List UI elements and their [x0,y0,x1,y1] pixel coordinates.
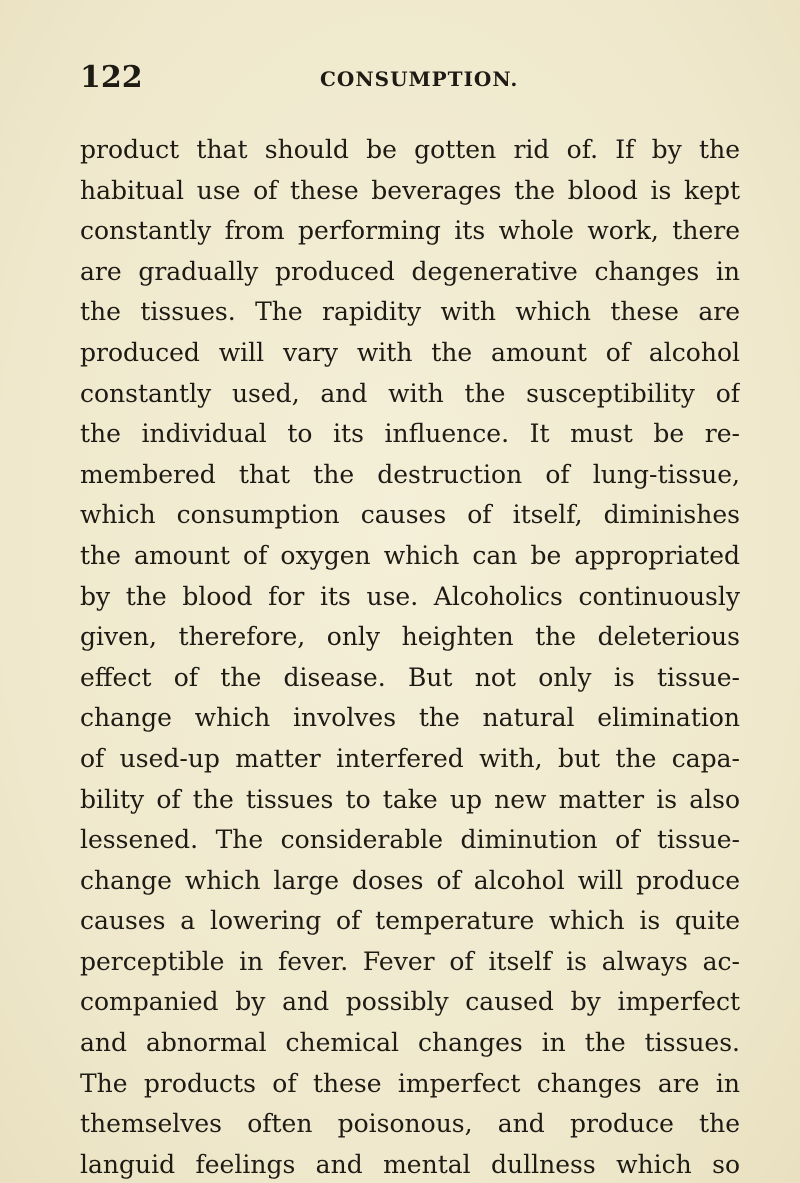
text-line: the amount of oxygen which can be appropriated [80,540,740,570]
text-line: the individual to its influence. It must be re- [80,419,740,449]
text-line: change which involves the natural elimination [80,703,740,733]
body-text [80,130,740,1183]
text-line: constantly from performing its whole work, there [80,216,740,246]
page-header [80,58,740,98]
text-line: effect of the disease. But not only is tissue- [80,662,740,692]
text-line: bility of the tissues to take up new matter is also [80,784,740,814]
text-line: by the blood for its use. Alcoholics continuously [80,581,740,611]
text-line: companied by and possibly caused by imperfect [80,987,740,1017]
text-line: habitual use of these beverages the blood is kept [80,175,740,205]
text-line: and abnormal chemical changes in the tissues. [80,1028,740,1058]
page-number: 122 [80,60,143,95]
text-line: perceptible in fever. Fever of itself is always ac- [80,946,740,976]
text-line: the tissues. The rapidity with which these are [80,297,740,327]
text-line: produced will vary with the amount of alcohol [80,337,740,367]
text-line: of used-up matter interfered with, but the capa- [80,743,740,773]
text-line: languid feelings and mental dullness which so [80,1149,740,1179]
text-line: causes a lowering of temperature which is quite [80,906,740,936]
running-head: CONSUMPTION. [320,67,519,91]
text-line: given, therefore, only heighten the deleterious [80,622,740,652]
text-line: product that should be gotten rid of. If by the [80,135,740,164]
text-line: membered that the destruction of lung-tissue, [80,459,740,489]
text-line: themselves often poisonous, and produce the [80,1109,740,1139]
text-line: which consumption causes of itself, diminishes [80,500,740,530]
text-line: change which large doses of alcohol will produce [80,865,740,895]
text-line: The products of these imperfect changes are in [80,1068,740,1098]
text-line: are gradually produced degenerative changes in [80,256,740,286]
text-line: constantly used, and with the susceptibility of [80,378,740,408]
text-line: lessened. The considerable diminution of tissue- [80,825,740,855]
